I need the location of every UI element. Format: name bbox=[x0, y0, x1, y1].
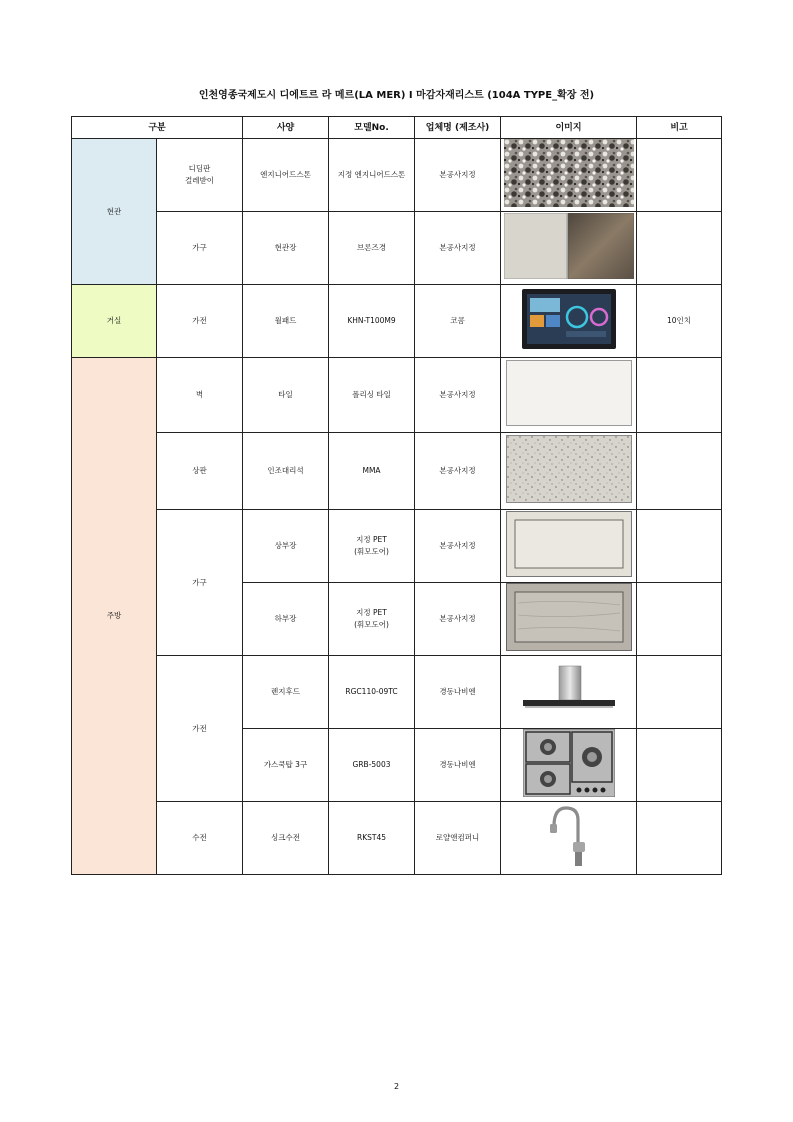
row-image bbox=[501, 802, 637, 875]
kitchen-group-furniture: 가구 bbox=[157, 510, 243, 656]
bronze-mirror-panel-image bbox=[504, 213, 634, 279]
row-note bbox=[637, 656, 722, 729]
row-sub: 가구 bbox=[157, 212, 243, 285]
row-maker: 코콤 bbox=[415, 285, 501, 358]
lower-cabinet-door-image bbox=[506, 583, 632, 651]
document-title: 인천영종국제도시 디에트르 라 메르(LA MER) I 마감자재리스트 (104A TYPE_확장 전) bbox=[198, 90, 595, 101]
zone-living: 거실 bbox=[72, 285, 157, 358]
row-sub: 디딤판 걸레받이 bbox=[157, 139, 243, 212]
row-sub: 벽 bbox=[157, 358, 243, 433]
row-note bbox=[637, 358, 722, 433]
row-note bbox=[637, 139, 722, 212]
range-hood-image bbox=[521, 664, 617, 716]
table-row bbox=[72, 212, 722, 285]
upper-cabinet-door-image bbox=[506, 511, 632, 577]
header-spec: 사양 bbox=[243, 117, 329, 139]
row-image bbox=[501, 139, 637, 212]
row-spec: 상부장 bbox=[243, 510, 329, 583]
gas-cooktop-image bbox=[523, 729, 615, 797]
row-model: 지정 PET (휘모도어) bbox=[329, 583, 415, 656]
row-note bbox=[637, 583, 722, 656]
row-spec: 엔지니어드스톤 bbox=[243, 139, 329, 212]
header-image: 이미지 bbox=[501, 117, 637, 139]
zone-entry: 현관 bbox=[72, 139, 157, 285]
page-number: 2 bbox=[393, 1082, 400, 1091]
kitchen-group-appliance: 가전 bbox=[157, 656, 243, 802]
row-model: GRB-5003 bbox=[329, 729, 415, 802]
row-model: MMA bbox=[329, 433, 415, 510]
row-spec: 렌지후드 bbox=[243, 656, 329, 729]
row-image bbox=[501, 510, 637, 583]
row-sub: 수전 bbox=[157, 802, 243, 875]
row-note: 10인치 bbox=[637, 285, 722, 358]
row-spec: 타일 bbox=[243, 358, 329, 433]
row-image bbox=[501, 656, 637, 729]
table-row bbox=[72, 139, 722, 212]
row-model: RKST45 bbox=[329, 802, 415, 875]
row-note bbox=[637, 510, 722, 583]
wallpad-image bbox=[522, 289, 616, 349]
row-maker: 경동나비엔 bbox=[415, 656, 501, 729]
row-image bbox=[501, 212, 637, 285]
row-spec: 가스쿡탑 3구 bbox=[243, 729, 329, 802]
row-spec: 인조대리석 bbox=[243, 433, 329, 510]
table-row bbox=[72, 510, 722, 583]
row-maker: 로얄앤컴퍼니 bbox=[415, 802, 501, 875]
table-header-row bbox=[72, 117, 722, 139]
sink-faucet-image bbox=[544, 804, 594, 868]
row-spec: 현관장 bbox=[243, 212, 329, 285]
table-row bbox=[72, 802, 722, 875]
row-note bbox=[637, 212, 722, 285]
row-note bbox=[637, 802, 722, 875]
terrazzo-stone-image bbox=[506, 435, 632, 503]
header-model: 모델No. bbox=[329, 117, 415, 139]
row-maker: 본공사지정 bbox=[415, 510, 501, 583]
row-model: KHN-T100M9 bbox=[329, 285, 415, 358]
row-note bbox=[637, 433, 722, 510]
table-row bbox=[72, 433, 722, 510]
row-maker: 본공사지정 bbox=[415, 433, 501, 510]
row-sub: 상판 bbox=[157, 433, 243, 510]
table-row bbox=[72, 656, 722, 729]
row-maker: 경동나비엔 bbox=[415, 729, 501, 802]
row-maker: 본공사지정 bbox=[415, 358, 501, 433]
row-model: 폴리싱 타일 bbox=[329, 358, 415, 433]
row-spec: 월패드 bbox=[243, 285, 329, 358]
row-image bbox=[501, 358, 637, 433]
row-maker: 본공사지정 bbox=[415, 212, 501, 285]
row-spec: 하부장 bbox=[243, 583, 329, 656]
row-model: RGC110-09TC bbox=[329, 656, 415, 729]
row-note bbox=[637, 729, 722, 802]
zone-kitchen: 주방 bbox=[72, 358, 157, 875]
row-model: 브론즈경 bbox=[329, 212, 415, 285]
header-category: 구분 bbox=[72, 117, 243, 139]
row-sub: 가전 bbox=[157, 285, 243, 358]
row-maker: 본공사지정 bbox=[415, 139, 501, 212]
row-image bbox=[501, 433, 637, 510]
white-tile-image bbox=[506, 360, 632, 426]
row-model: 지정 PET (휘모도어) bbox=[329, 510, 415, 583]
table-row bbox=[72, 358, 722, 433]
row-maker: 본공사지정 bbox=[415, 583, 501, 656]
header-note: 비고 bbox=[637, 117, 722, 139]
granite-stone-image bbox=[504, 139, 634, 207]
row-image bbox=[501, 285, 637, 358]
table-row bbox=[72, 285, 722, 358]
header-maker: 업체명 (제조사) bbox=[415, 117, 501, 139]
row-image bbox=[501, 729, 637, 802]
row-image bbox=[501, 583, 637, 656]
row-spec: 싱크수전 bbox=[243, 802, 329, 875]
row-model: 지정 엔지니어드스톤 bbox=[329, 139, 415, 212]
finish-materials-table bbox=[71, 116, 722, 875]
